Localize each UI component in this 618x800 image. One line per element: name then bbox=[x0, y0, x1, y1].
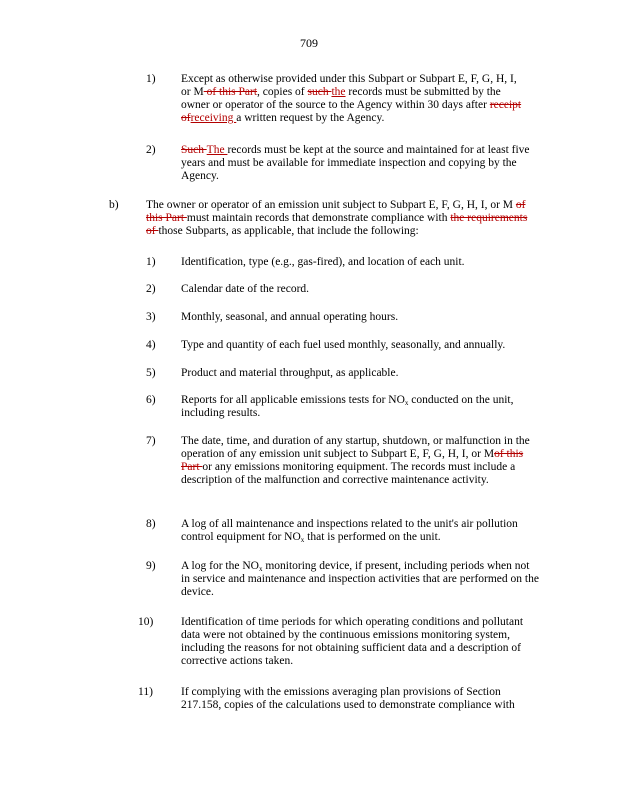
list-number: 10) bbox=[138, 616, 154, 628]
subscript: x bbox=[404, 399, 409, 407]
page-number: 709 bbox=[300, 36, 318, 50]
list-item-b6 bbox=[181, 394, 537, 420]
list-item-b7 bbox=[181, 435, 537, 487]
list-number: 1) bbox=[146, 73, 156, 85]
list-item-b11 bbox=[181, 686, 533, 712]
inserted-text: The bbox=[206, 144, 228, 156]
text-segment: A log of all maintenance and inspections related to the unit's air pollution control equipment for NO bbox=[181, 518, 518, 543]
subsection-label: b) bbox=[109, 199, 119, 211]
subscript: x bbox=[258, 565, 263, 573]
inserted-text: receiving bbox=[190, 112, 237, 124]
list-item-b10 bbox=[181, 616, 537, 668]
list-item-b2 bbox=[181, 283, 541, 296]
list-number: 7) bbox=[146, 435, 156, 447]
inserted-text: the bbox=[331, 86, 346, 98]
deleted-text: receipt of bbox=[181, 99, 522, 124]
deleted-text: the requirements of bbox=[146, 212, 528, 237]
deleted-text: of this Part bbox=[146, 199, 526, 224]
list-number: 5) bbox=[146, 367, 156, 379]
list-number: 9) bbox=[146, 560, 156, 572]
text-segment: Calendar date of the record. bbox=[181, 283, 310, 295]
text-segment: Reports for all applicable emissions tests for NO bbox=[181, 394, 405, 406]
deleted-text: of this Part bbox=[203, 86, 258, 98]
list-item-a1 bbox=[181, 73, 529, 125]
text-segment: The owner or operator of an emission unit subject to Subpart E, F, G, H, I, or M bbox=[146, 199, 516, 211]
text-segment: , copies of bbox=[257, 86, 308, 98]
text-segment: that is performed on the unit. bbox=[304, 531, 441, 543]
text-segment: conducted on the unit, including results. bbox=[181, 394, 514, 419]
list-item-a2 bbox=[181, 144, 533, 183]
deleted-text: such bbox=[307, 86, 332, 98]
text-segment: If complying with the emissions averaging plan provisions of Section 217.158, copies of the calculations used to demonstrate compliance with bbox=[181, 686, 515, 711]
list-item-b1 bbox=[181, 256, 541, 269]
text-segment: records must be kept at the source and maintained for at least five years and must be available for immediate inspection and copying by the Agency. bbox=[181, 144, 530, 182]
list-number: 8) bbox=[146, 518, 156, 530]
text-segment: Identification of time periods for which operating conditions and pollutant data were not obtained by the continuous emissions monitoring system, including the reasons for not obtaining sufficient data and a description of corrective actions taken. bbox=[181, 616, 524, 667]
list-number: 3) bbox=[146, 311, 156, 323]
list-number: 2) bbox=[146, 144, 156, 156]
list-number: 6) bbox=[146, 394, 156, 406]
text-segment: Type and quantity of each fuel used monthly, seasonally, and annually. bbox=[181, 339, 506, 351]
list-item-b3 bbox=[181, 311, 541, 324]
text-segment: or any emissions monitoring equipment. The records must include a description of the malfunction and corrective maintenance activity. bbox=[181, 461, 516, 486]
list-item-b4 bbox=[181, 339, 541, 352]
list-item-b8 bbox=[181, 518, 537, 544]
text-segment: Except as otherwise provided under this Subpart or Subpart E, F, G, H, I, or M bbox=[181, 73, 517, 98]
subscript: x bbox=[300, 536, 305, 544]
text-segment: a written request by the Agency. bbox=[236, 112, 385, 124]
text-segment: Monthly, seasonal, and annual operating hours. bbox=[181, 311, 399, 323]
text-segment: Product and material throughput, as applicable. bbox=[181, 367, 399, 379]
text-segment: records must be submitted by the owner or operator of the source to the Agency within 30 days after bbox=[181, 86, 501, 111]
list-item-b5 bbox=[181, 367, 541, 380]
list-number: 4) bbox=[146, 339, 156, 351]
text-segment: those Subparts, as applicable, that include the following: bbox=[158, 225, 419, 237]
text-segment: monitoring device, if present, including periods when not in service and maintenance and inspection activities that are performed on the device. bbox=[181, 560, 539, 598]
text-segment: Identification, type (e.g., gas-fired), and location of each unit. bbox=[181, 256, 465, 268]
list-number: 1) bbox=[146, 256, 156, 268]
deleted-text: Such bbox=[181, 144, 207, 156]
subsection-b-text bbox=[146, 199, 536, 238]
text-segment: must maintain records that demonstrate compliance with bbox=[186, 212, 451, 224]
list-number: 11) bbox=[138, 686, 153, 698]
deleted-text: of this Part bbox=[181, 448, 524, 473]
text-segment: The date, time, and duration of any startup, shutdown, or malfunction in the operation of any emission unit subject to Subpart E, F, G, H, I, or M bbox=[181, 435, 530, 460]
list-number: 2) bbox=[146, 283, 156, 295]
list-item-b9 bbox=[181, 560, 541, 599]
text-segment: A log for the NO bbox=[181, 560, 259, 572]
